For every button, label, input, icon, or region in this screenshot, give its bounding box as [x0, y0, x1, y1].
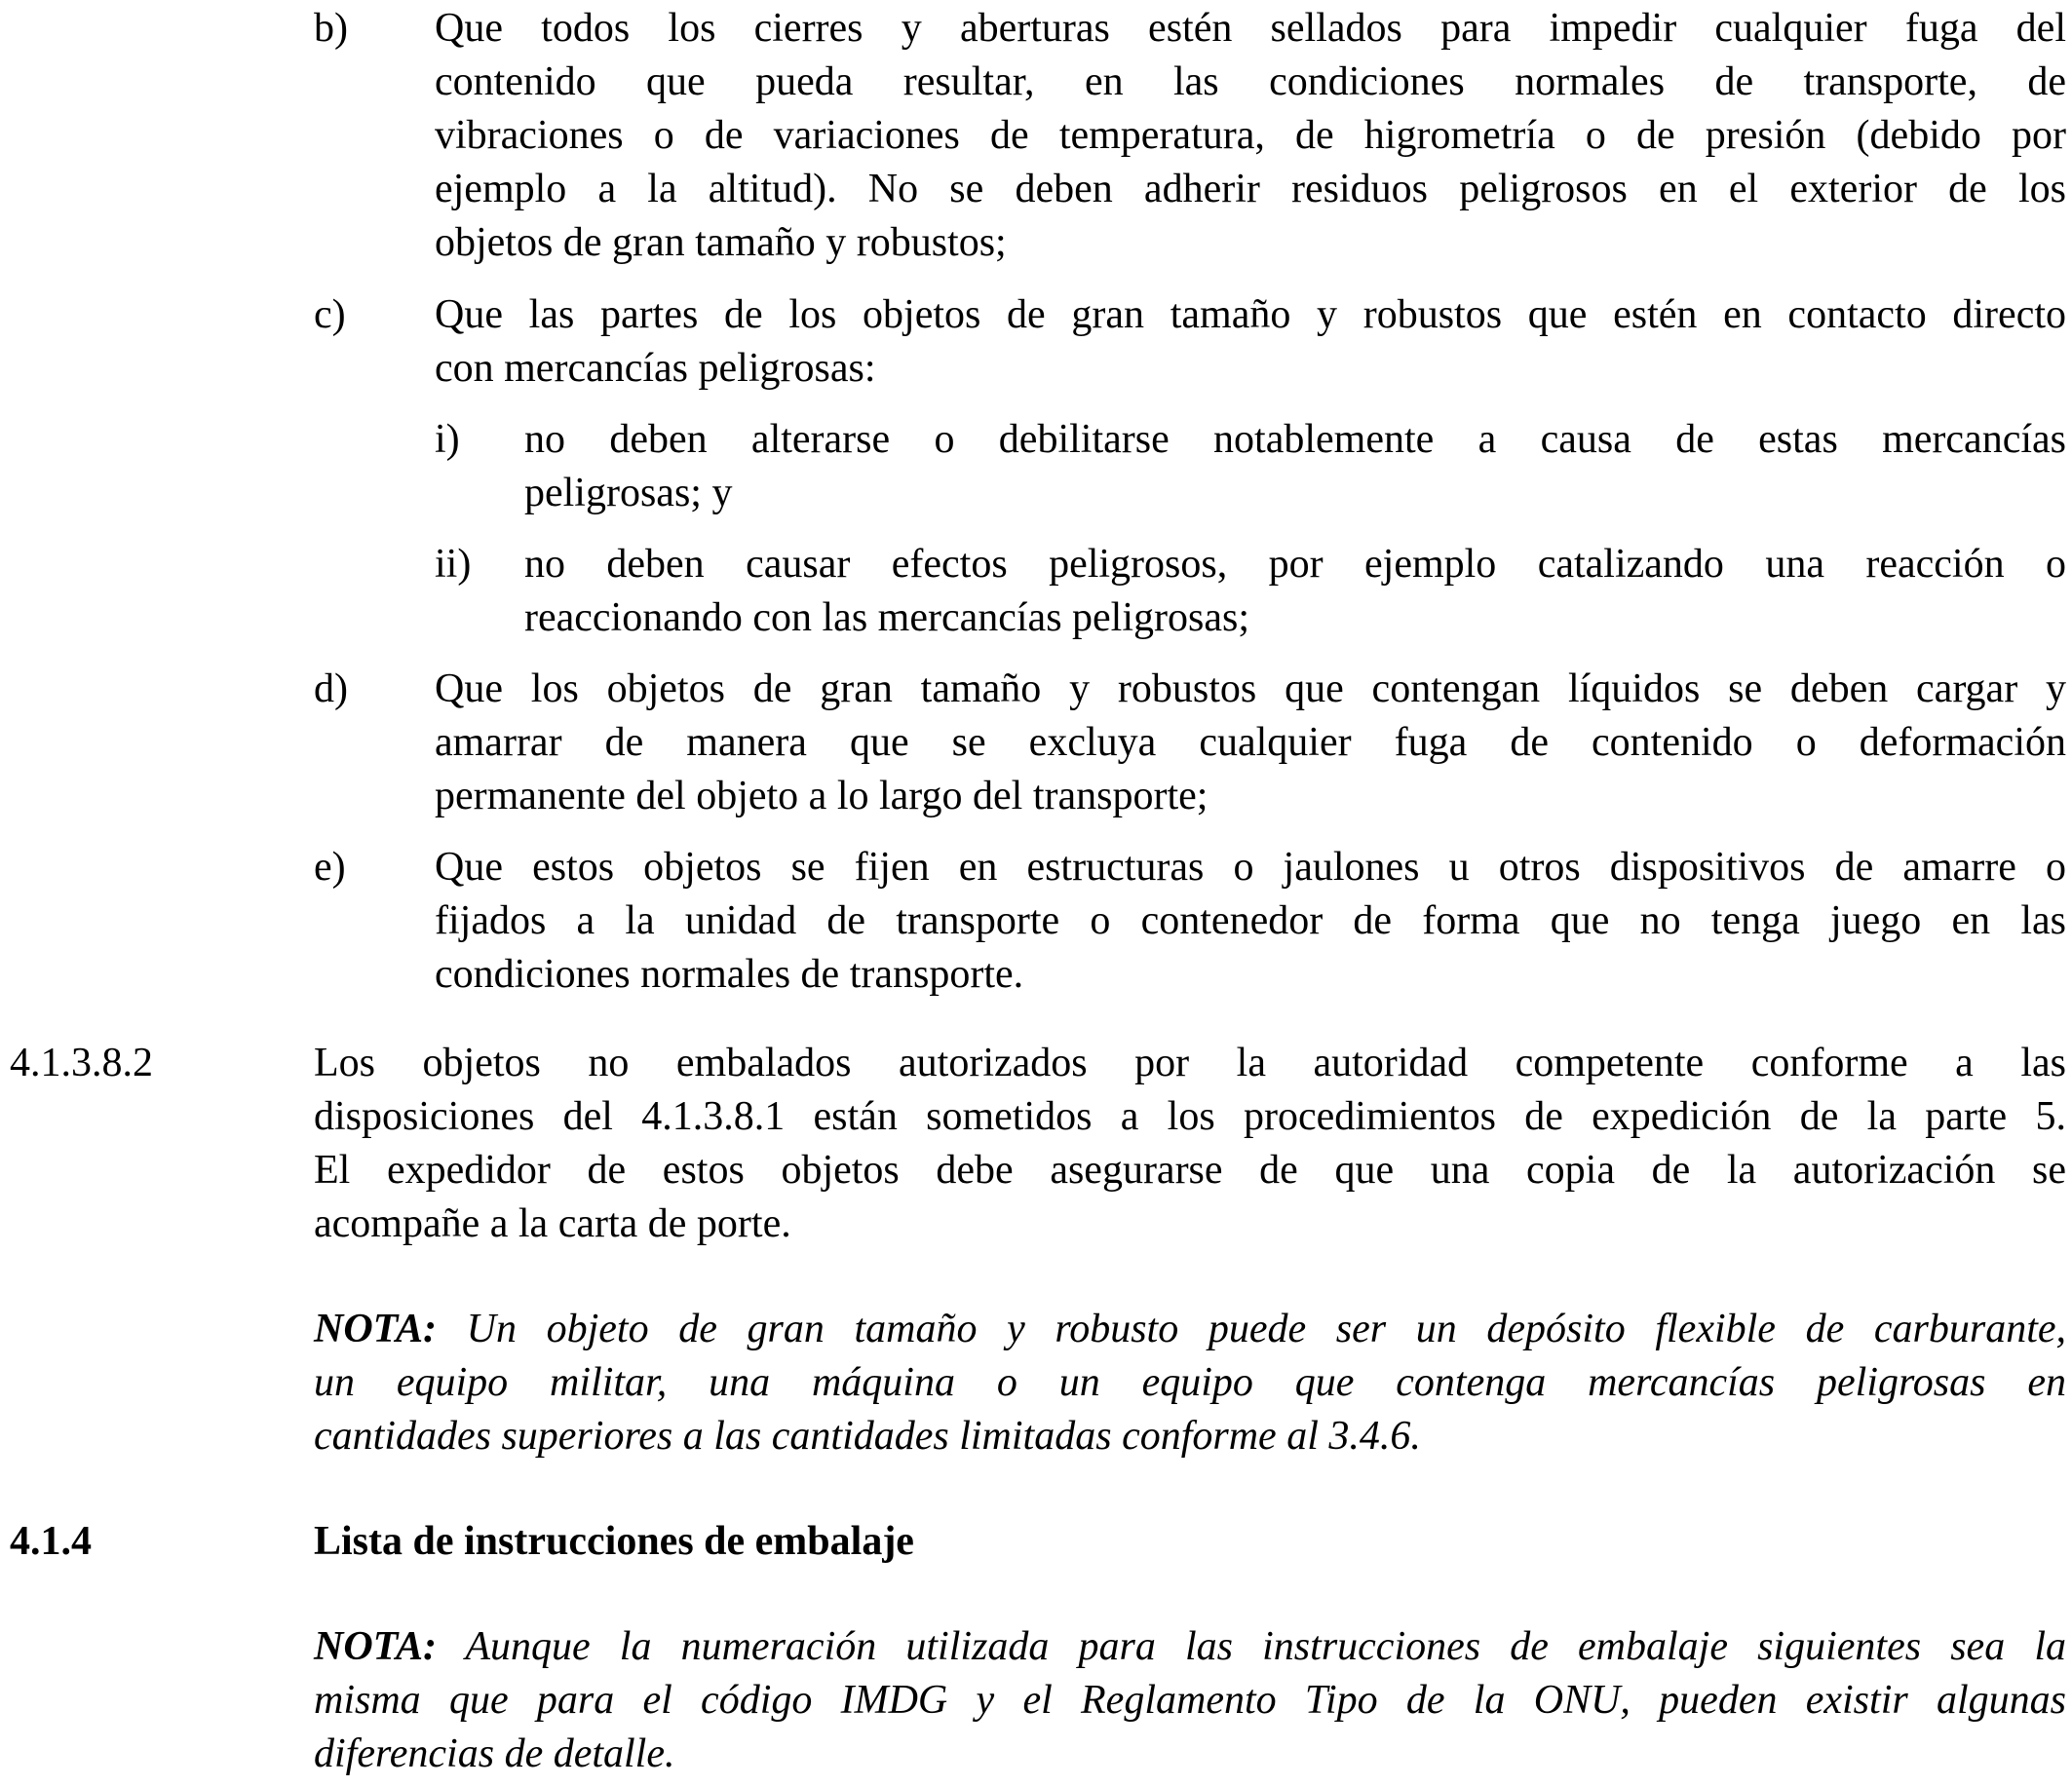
note-1-line-2: un equipo militar, una máquina o un equipo que contenga mercancías peligrosas en: [314, 1360, 2066, 1405]
section-4138-2-line-2: disposiciones del 4.1.3.8.1 están sometidos a los procedimientos de expedición de la parte 5.: [314, 1094, 2066, 1139]
item-d-line-3: permanente del objeto a lo largo del transporte;: [435, 774, 1209, 818]
item-b-line-4: ejemplo a la altitud). No se deben adherir residuos peligrosos en el exterior de los: [435, 167, 2066, 211]
item-d-line-1: Que los objetos de gran tamaño y robustos que contengan líquidos se deben cargar y: [435, 666, 2066, 711]
note-2-line-1: [314, 1620, 2066, 1673]
item-b-line-2: contenido que pueda resultar, en las condiciones normales de transporte, de: [435, 59, 2066, 104]
subitem-ii-line-2: reaccionando con las mercancías peligrosas;: [524, 595, 1250, 640]
item-label-e: e): [314, 845, 346, 890]
note-1-text-1: Un objeto de gran tamaño y robusto puede ser un depósito flexible de carburante,: [466, 1307, 2067, 1351]
note-1-line-1: [314, 1303, 2066, 1355]
item-label-d: d): [314, 666, 348, 711]
note-2-text-1: Aunque la numeración utilizada para las instrucciones de embalaje siguientes sea la: [465, 1624, 2066, 1669]
subitem-ii-line-1: no deben causar efectos peligrosos, por ejemplo catalizando una reacción o: [524, 542, 2066, 587]
item-e-line-2: fijados a la unidad de transporte o contenedor de forma que no tenga juego en las: [435, 898, 2066, 943]
item-e-line-3: condiciones normales de transporte.: [435, 952, 1024, 997]
section-4138-2-line-1: Los objetos no embalados autorizados por la autoridad competente conforme a las: [314, 1041, 2066, 1085]
note-2-label: NOTA:: [314, 1624, 437, 1669]
section-number-414: 4.1.4: [10, 1519, 92, 1564]
section-4138-2-line-4: acompañe a la carta de porte.: [314, 1201, 791, 1246]
item-c-line-2: con mercancías peligrosas:: [435, 346, 876, 391]
note-2-line-3: diferencias de detalle.: [314, 1731, 675, 1776]
section-number-4138-2: 4.1.3.8.2: [10, 1041, 153, 1085]
item-e-line-1: Que estos objetos se fijen en estructuras o jaulones u otros dispositivos de amarre o: [435, 845, 2066, 890]
note-1-label: NOTA:: [314, 1307, 437, 1351]
section-4138-2-line-3: El expedidor de estos objetos debe asegurarse de que una copia de la autorización se: [314, 1148, 2066, 1193]
item-label-b: b): [314, 6, 348, 51]
item-b-line-1: Que todos los cierres y aberturas estén sellados para impedir cualquier fuga del: [435, 6, 2066, 51]
item-c-line-1: Que las partes de los objetos de gran tamaño y robustos que estén en contacto directo: [435, 292, 2066, 337]
section-title-414: Lista de instrucciones de embalaje: [314, 1519, 914, 1564]
note-2-line-2: misma que para el código IMDG y el Reglamento Tipo de la ONU, pueden existir algunas: [314, 1678, 2066, 1723]
subitem-i-line-2: peligrosas; y: [524, 471, 733, 515]
note-1-line-3: cantidades superiores a las cantidades limitadas conforme al 3.4.6.: [314, 1414, 1421, 1459]
item-b-line-5: objetos de gran tamaño y robustos;: [435, 220, 1007, 265]
item-d-line-2: amarrar de manera que se excluya cualquier fuga de contenido o deformación: [435, 720, 2066, 765]
item-label-c: c): [314, 292, 346, 337]
subitem-i-line-1: no deben alterarse o debilitarse notablemente a causa de estas mercancías: [524, 417, 2066, 462]
subitem-label-i: i): [435, 417, 460, 462]
subitem-label-ii: ii): [435, 542, 472, 587]
item-b-line-3: vibraciones o de variaciones de temperatura, de higrometría o de presión (debido por: [435, 113, 2066, 158]
